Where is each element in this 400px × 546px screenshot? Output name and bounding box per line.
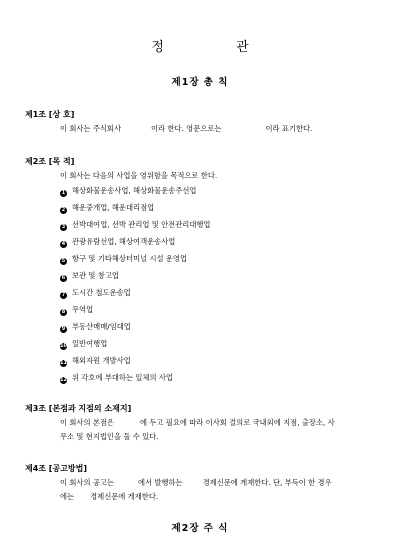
purpose-item-text: 부동산매매/임대업 xyxy=(72,322,131,331)
article-4-line-2 xyxy=(60,492,158,502)
article-3-text-a: 이 회사의 본점은 xyxy=(60,418,114,427)
purpose-item xyxy=(60,203,154,214)
article-4-text-e: 경제신문에 게재한다. xyxy=(90,492,159,501)
article-1-text-b: 이라 한다. 영문으로는 xyxy=(151,124,222,133)
article-1-text-c: 이라 표기한다. xyxy=(265,124,313,133)
chapter-1-heading: 제1장 총 칙 xyxy=(171,77,229,88)
purpose-item-text: 선박대여업, 선박 관리업 및 안전관리대행업 xyxy=(72,220,211,229)
item-number-badge: 9 xyxy=(61,326,66,332)
item-number-badge: 5 xyxy=(61,258,66,264)
chapter-2-heading: 제2장 주 식 xyxy=(171,523,229,534)
article-3-heading: 제3조 [본점과 지점의 소재지] xyxy=(25,404,132,413)
item-number-badge: 4 xyxy=(61,241,66,247)
purpose-item-text: 무역업 xyxy=(72,305,94,314)
article-4-heading: 제4조 [공고방법] xyxy=(25,464,88,473)
purpose-item xyxy=(60,271,119,282)
article-4-text-a: 이 회사의 공고는 xyxy=(60,478,114,487)
article-1-body xyxy=(60,124,312,134)
item-number-badge: 2 xyxy=(61,207,66,213)
purpose-item-text: 도시간 철도운송업 xyxy=(72,288,131,297)
item-number-badge: 6 xyxy=(61,275,66,281)
purpose-item xyxy=(60,186,196,197)
purpose-item xyxy=(60,339,107,350)
article-2-intro: 이 회사는 다음의 사업을 영위함을 목적으로 한다. xyxy=(60,171,218,180)
article-4-text-b: 에서 발행하는 xyxy=(137,478,183,487)
article-1-text-a: 이 회사는 주식회사 xyxy=(60,124,122,133)
article-4-text-d: 에는 xyxy=(60,492,75,501)
purpose-item xyxy=(60,322,131,333)
article-3-text-b: 에 두고 필요에 따라 이사회 결의로 국내외에 지점, 출장소, 사 xyxy=(139,418,335,427)
purpose-item xyxy=(60,288,131,299)
purpose-item-text: 해운중개업, 해운대리점업 xyxy=(72,203,155,212)
purpose-item-text: 보관 및 창고업 xyxy=(72,271,119,280)
purpose-item-text: 해외자원 개발사업 xyxy=(72,356,131,365)
purpose-item xyxy=(60,254,187,265)
article-3-line-1 xyxy=(60,418,335,428)
document-title: 정 관 xyxy=(151,40,283,55)
item-number-badge: 10 xyxy=(60,343,67,349)
item-number-badge: 7 xyxy=(61,292,66,298)
purpose-item-text: 일반여행업 xyxy=(72,339,108,348)
item-number-badge: 8 xyxy=(61,309,66,315)
article-1-heading: 제1조 [상 호] xyxy=(25,110,75,119)
item-number-badge: 3 xyxy=(61,224,66,230)
purpose-item xyxy=(60,220,210,231)
purpose-item xyxy=(60,305,93,316)
article-3-line-2: 무소 및 현지법인을 둘 수 있다. xyxy=(60,432,159,441)
item-number-badge: 1 xyxy=(61,190,66,196)
purpose-item xyxy=(60,237,175,248)
article-2-heading: 제2조 [목 적] xyxy=(25,157,75,166)
item-number-badge: 12 xyxy=(60,377,67,383)
item-number-badge: 11 xyxy=(60,360,67,366)
purpose-item xyxy=(60,373,173,384)
purpose-item-text: 항구 및 기타해상터미널 시설 운영업 xyxy=(72,254,188,263)
purpose-item xyxy=(60,356,131,367)
purpose-item-text: 해상화물운송사업, 해상화물운송주선업 xyxy=(72,186,197,195)
purpose-item-text: 위 각호에 부대하는 일체의 사업 xyxy=(72,373,173,382)
purpose-item-text: 관광유람선업, 해상여객운송사업 xyxy=(72,237,176,246)
article-4-line-1 xyxy=(60,478,332,488)
article-4-text-c: 경제신문에 게재한다. 단, 부득이 한 경우 xyxy=(202,478,332,487)
